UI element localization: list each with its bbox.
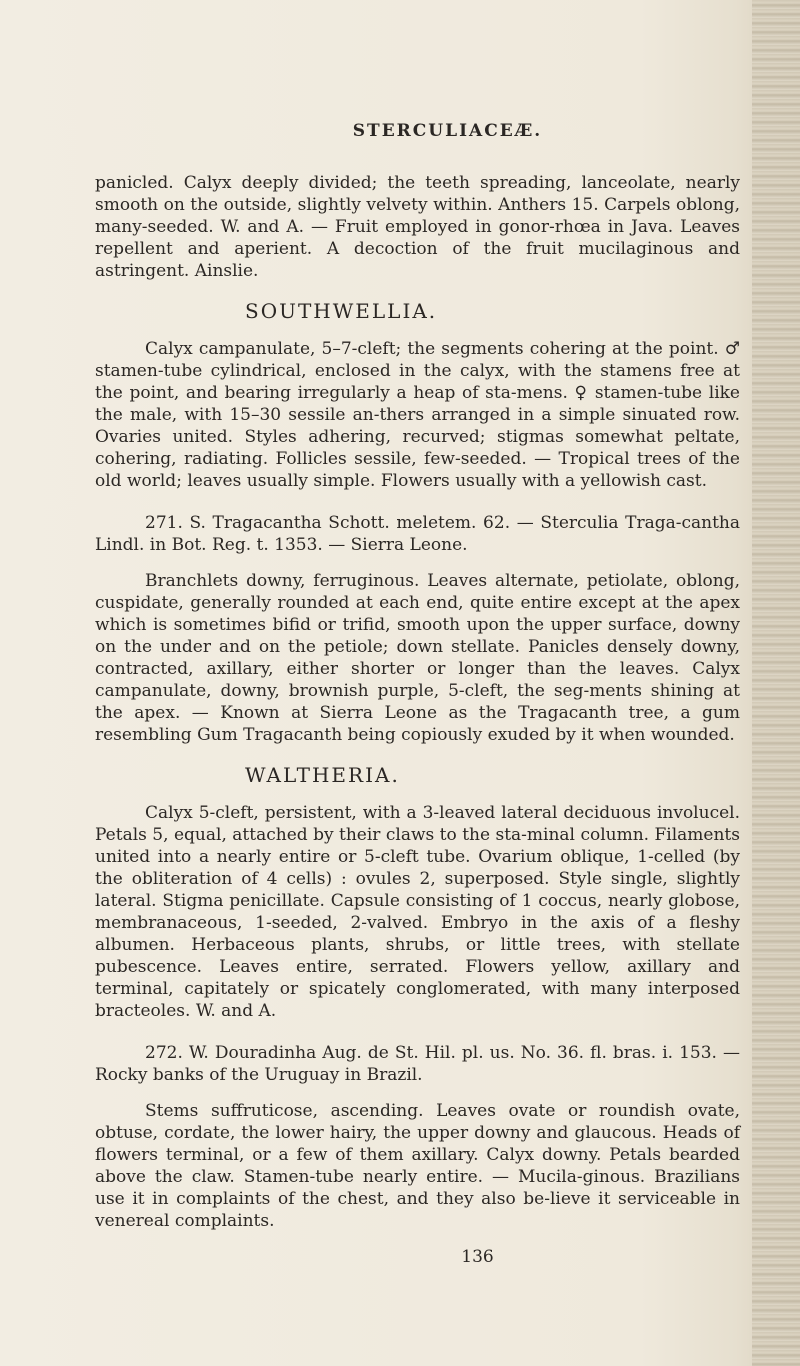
waltheria-description: Calyx 5-cleft, persistent, with a 3-leaved lateral deciduous involucel. Petals 5, equal, attached by their claws to the sta-minal column. Filaments united into a nearly entire or 5-cleft tube. Ovarium oblique, 1-celled (by the obliteration of 4 cells) : ovules 2, superposed. Style single, slightly lateral. Stigma penicillate. Capsule consisting of 1 coccus, nearly globose, membranaceous, 1-seeded, 2-valved. Embryo in the axis of a fleshy albumen. Herbaceous plants, shrubs, or little trees, with stellate pubescence. Leaves entire, serrated. Flowers yellow, axillary and terminal, capitately or spicately conglomerated, with many interposed bracteoles. W. and A. xyxy=(95,803,740,1021)
species-271-description: Branchlets downy, ferruginous. Leaves alternate, petiolate, oblong, cuspidate, generally rounded at each end, quite entire except at the apex which is sometimes bifid or trifid, smooth upon the upper surface, downy on the under and on the petiole; down stellate. Panicles densely downy, contracted, axillary, either shorter or longer than the leaves. Calyx campanulate, downy, brownish purple, 5-cleft, the seg-ments shining at the apex. — Known at Sierra Leone as the Tragacanth tree, a gum resembling Gum Tragacanth being copiously exuded by it when wounded. xyxy=(95,571,740,745)
page-edge xyxy=(752,0,800,1366)
genus-heading-waltheria: WALTHERIA. xyxy=(245,763,400,787)
species-272-description: Stems suffruticose, ascending. Leaves ovate or roundish ovate, obtuse, cordate, the lower hairy, the upper downy and glaucous. Heads of flowers terminal, or a few of them axillary. Calyx downy. Petals bearded above the claw. Stamen-tube nearly entire. — Mucila-ginous. Brazilians use it in complaints of the chest, and they also be-lieve it serviceable in venereal complaints. xyxy=(95,1101,740,1231)
text-block xyxy=(95,120,740,1268)
page-number: 136 xyxy=(461,1247,494,1267)
intro-paragraph: panicled. Calyx deeply divided; the teeth spreading, lanceolate, nearly smooth on the outside, slightly velvety within. Anthers 15. Carpels oblong, many-seeded. W. and A. — Fruit employed in gonor-rhœa in Java. Leaves repellent and aperient. A decoction of the fruit mucilaginous and astringent. Ainslie. xyxy=(95,173,740,281)
species-271-title: 271. S. Tragacantha Schott. meletem. 62. — Sterculia Traga-cantha Lindl. in Bot. Reg. t. 1353. — Sierra Leone. xyxy=(95,513,740,555)
running-head: STERCULIACEÆ. xyxy=(352,121,543,141)
genus-heading-southwellia: SOUTHWELLIA. xyxy=(245,299,438,323)
southwellia-description: Calyx campanulate, 5–7-cleft; the segments cohering at the point. ♂ stamen-tube cylindrical, enclosed in the calyx, with the stamens free at the point, and bearing irregularly a heap of sta-mens. ♀ stamen-tube like the male, with 15–30 sessile an-thers arranged in a simple sinuated row. Ovaries united. Styles adhering, recurved; stigmas somewhat peltate, cohering, radiating. Follicles sessile, few-seeded. — Tropical trees of the old world; leaves usually simple. Flowers usually with a yellowish cast. xyxy=(95,339,740,491)
species-272-title: 272. W. Douradinha Aug. de St. Hil. pl. us. No. 36. fl. bras. i. 153. — Rocky banks of the Uruguay in Brazil. xyxy=(95,1043,740,1085)
